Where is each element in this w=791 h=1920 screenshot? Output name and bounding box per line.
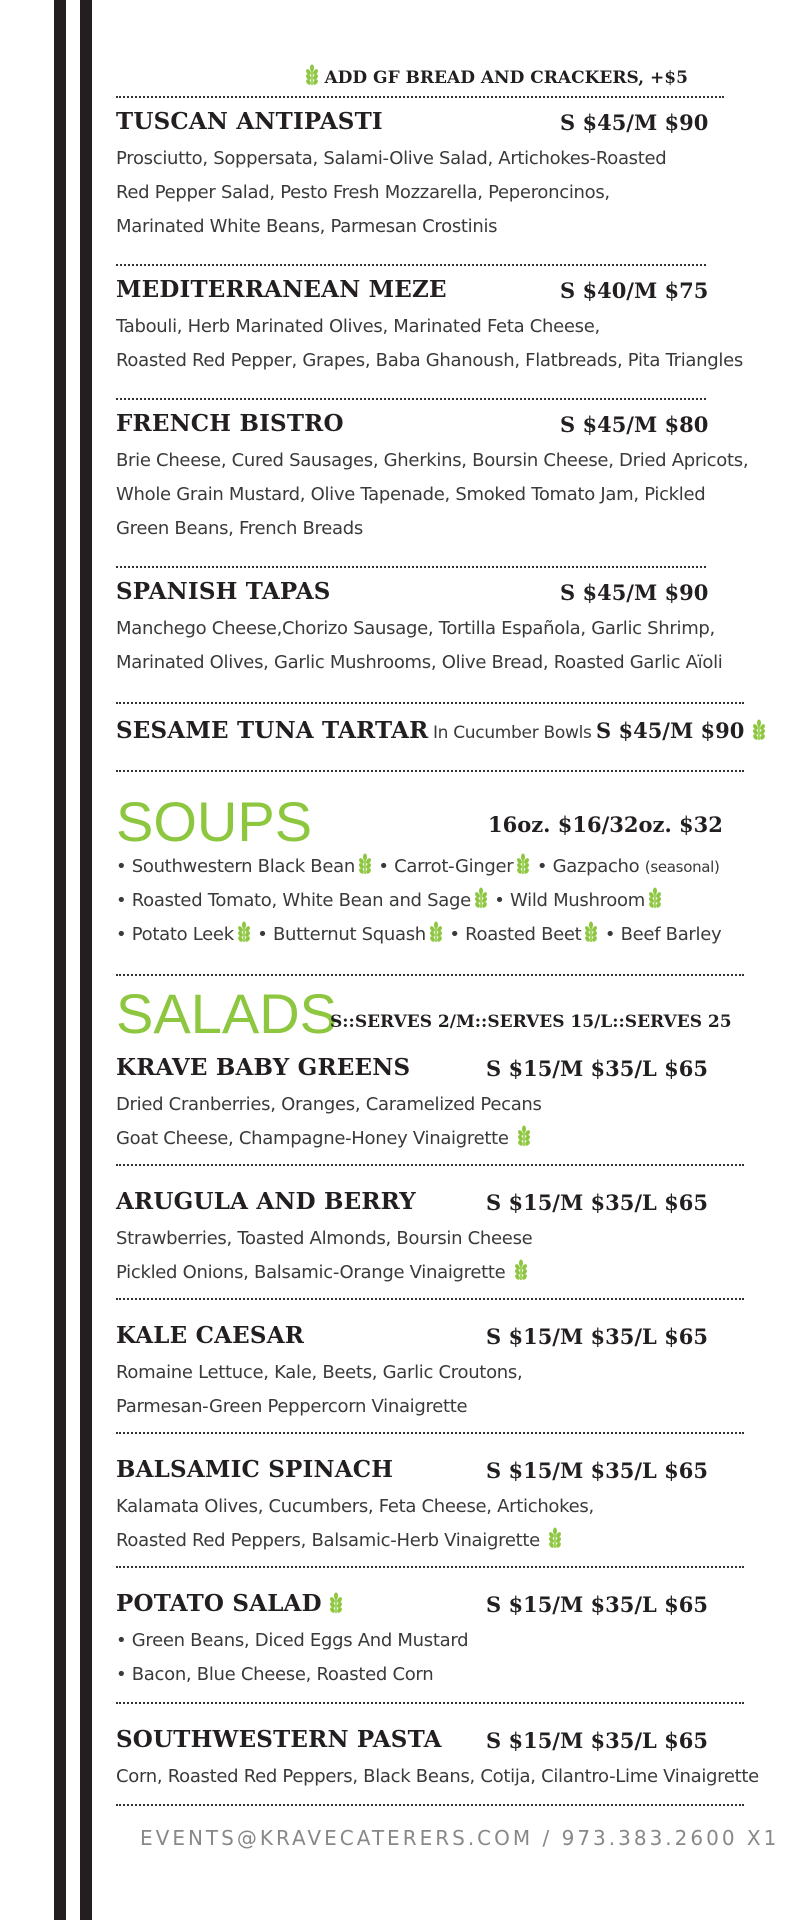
wheat-icon — [328, 1592, 344, 1614]
section-heading-salads: SALADS — [116, 982, 337, 1045]
wheat-icon — [515, 853, 531, 875]
divider — [116, 96, 724, 98]
wheat-icon — [304, 64, 320, 86]
left-border-bar — [54, 0, 66, 1920]
divider — [116, 1566, 744, 1568]
item-description: Romaine Lettuce, Kale, Beets, Garlic Croutons, Parmesan-Green Peppercorn Vinaigrette — [116, 1362, 523, 1417]
gf-note — [302, 64, 688, 88]
item-price: S $15/M $35/L $65 — [486, 1458, 708, 1483]
divider — [116, 702, 744, 704]
item-price: S $15/M $35/L $65 — [486, 1056, 708, 1081]
item-title: KRAVE BABY GREENS — [116, 1054, 411, 1081]
item-price: S $15/M $35/L $65 — [486, 1728, 708, 1753]
item-price: S $45/M $90 — [560, 580, 709, 605]
item-price: S $40/M $75 — [560, 278, 709, 303]
section-heading-soups: SOUPS — [116, 790, 313, 853]
salads-serves: S::SERVES 2/M::SERVES 15/L::SERVES 25 — [330, 1012, 732, 1032]
wheat-icon — [357, 853, 373, 875]
item-description: Kalamata Olives, Cucumbers, Feta Cheese, Artichokes, Roasted Red Peppers, Balsamic-Herb Vinaigrette — [116, 1496, 594, 1551]
item-price: S $45/M $80 — [560, 412, 709, 437]
wheat-icon — [513, 1259, 529, 1281]
divider — [116, 264, 706, 266]
item-title: SESAME TUNA TARTAR — [116, 717, 429, 744]
item-price: S $15/M $35/L $65 — [486, 1324, 708, 1349]
wheat-icon — [547, 1527, 563, 1549]
potato-salad-title — [116, 1590, 344, 1617]
wheat-icon — [473, 887, 489, 909]
divider — [116, 566, 706, 568]
divider — [116, 1702, 744, 1704]
item-description: Strawberries, Toasted Almonds, Boursin Cheese Pickled Onions, Balsamic-Orange Vinaigrette — [116, 1228, 533, 1283]
item-title: POTATO SALAD — [116, 1590, 322, 1617]
item-description: Corn, Roasted Red Peppers, Black Beans, Cotija, Cilantro-Lime Vinaigrette — [116, 1766, 759, 1787]
item-title: BALSAMIC SPINACH — [116, 1456, 394, 1483]
item-title: KALE CAESAR — [116, 1322, 305, 1349]
divider — [116, 1432, 744, 1434]
divider — [116, 1804, 744, 1806]
item-description: Tabouli, Herb Marinated Olives, Marinated Feta Cheese, Roasted Red Pepper, Grapes, Baba Ghanoush, Flatbreads, Pita Triangles — [116, 316, 743, 371]
gf-note-text: ADD GF BREAD AND CRACKERS, +$5 — [324, 68, 688, 88]
item-subtitle: In Cucumber Bowls — [432, 723, 592, 743]
item-description: Dried Cranberries, Oranges, Caramelized Pecans Goat Cheese, Champagne-Honey Vinaigrette — [116, 1094, 542, 1149]
item-description: Brie Cheese, Cured Sausages, Gherkins, Boursin Cheese, Dried Apricots, Whole Grain Mustard, Olive Tapenade, Smoked Tomato Jam, Pickled Green Beans, French Breads — [116, 450, 749, 539]
divider — [116, 398, 706, 400]
item-price: S $45/M $90 — [560, 110, 709, 135]
item-title: FRENCH BISTRO — [116, 410, 344, 437]
item-price: S $15/M $35/L $65 — [486, 1592, 708, 1617]
item-title: SPANISH TAPAS — [116, 578, 331, 605]
divider — [116, 1164, 744, 1166]
tuna-item — [116, 716, 767, 750]
item-description: Manchego Cheese,Chorizo Sausage, Tortilla Española, Garlic Shrimp, Marinated Olives, Garlic Mushrooms, Olive Bread, Roasted Garlic Aïoli — [116, 618, 723, 673]
item-title: TUSCAN ANTIPASTI — [116, 108, 383, 135]
wheat-icon — [647, 887, 663, 909]
item-price: S $15/M $35/L $65 — [486, 1190, 708, 1215]
wheat-icon — [583, 921, 599, 943]
divider — [116, 974, 744, 976]
left-border-bar-inner — [80, 0, 92, 1920]
item-description: Prosciutto, Soppersata, Salami-Olive Salad, Artichokes-Roasted Red Pepper Salad, Pesto Fresh Mozzarella, Peperoncinos, Marinated White Beans, Parmesan Crostinis — [116, 148, 667, 237]
item-title: MEDITERRANEAN MEZE — [116, 276, 447, 303]
divider — [116, 770, 744, 772]
wheat-icon — [428, 921, 444, 943]
item-description: • Green Beans, Diced Eggs And Mustard • Bacon, Blue Cheese, Roasted Corn — [116, 1630, 469, 1685]
soups-price: 16oz. $16/32oz. $32 — [488, 812, 723, 837]
soups-list: • Southwestern Black Bean • Carrot-Ginger • Gazpacho (seasonal) • Roasted Tomato, White Bean and Sage • Wild Mushroom • Potato Leek • Butternut Squash • Roasted Beet • Beef Barley — [116, 850, 721, 952]
wheat-icon — [751, 719, 767, 741]
wheat-icon — [516, 1125, 532, 1147]
item-title: SOUTHWESTERN PASTA — [116, 1726, 442, 1753]
contact-footer: EVENTS@KRAVECATERERS.COM / 973.383.2600 X1 — [140, 1826, 780, 1850]
item-price: S $45/M $90 — [596, 718, 745, 743]
divider — [116, 1298, 744, 1300]
wheat-icon — [236, 921, 252, 943]
item-title: ARUGULA AND BERRY — [116, 1188, 416, 1215]
